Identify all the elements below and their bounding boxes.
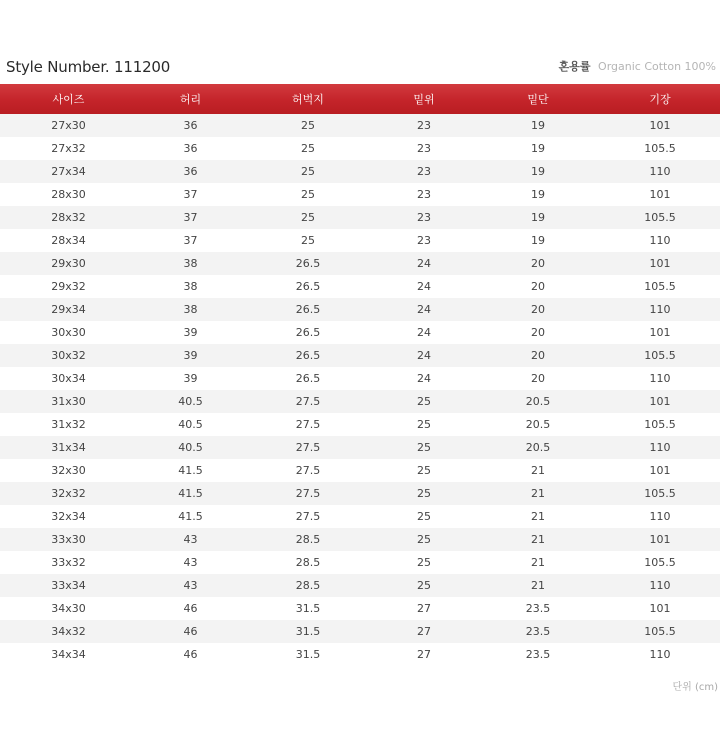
table-cell: 38	[183, 303, 198, 316]
table-cell: 31x34	[51, 441, 86, 454]
table-cell: 25	[417, 533, 431, 546]
table-cell: 20	[531, 257, 545, 270]
table-cell: 19	[531, 142, 545, 155]
table-cell: 19	[531, 119, 545, 132]
table-cell: 41.5	[178, 510, 203, 523]
table-header	[0, 84, 720, 114]
table-cell: 25	[301, 142, 315, 155]
table-cell: 21	[531, 556, 545, 569]
table-cell: 43	[183, 533, 198, 546]
table-cell: 23	[417, 188, 431, 201]
table-cell: 23	[417, 142, 431, 155]
table-cell: 34x32	[51, 625, 86, 638]
table-cell: 110	[649, 372, 671, 385]
table-cell: 110	[649, 165, 671, 178]
table-cell: 34x34	[51, 648, 86, 661]
table-cell: 46	[183, 602, 198, 615]
table-cell: 21	[531, 487, 545, 500]
header-cell-size: 사이즈	[52, 93, 85, 106]
material-composition	[559, 58, 716, 76]
table-cell: 39	[183, 372, 198, 385]
table-cell: 25	[301, 119, 315, 132]
table-cell: 34x30	[51, 602, 86, 615]
table-cell: 110	[649, 579, 671, 592]
style-number: Style Number. 111200	[6, 58, 171, 76]
table-cell: 39	[183, 349, 198, 362]
table-cell: 25	[417, 579, 431, 592]
table-cell: 46	[183, 625, 198, 638]
material-value: Organic Cotton 100%	[598, 60, 716, 73]
table-cell: 26.5	[295, 372, 321, 385]
table-cell: 40.5	[178, 441, 203, 454]
table-cell: 32x34	[51, 510, 86, 523]
table-cell: 28.5	[295, 533, 321, 546]
table-cell: 25	[417, 556, 431, 569]
table-cell: 20	[531, 372, 545, 385]
table-cell: 26.5	[295, 280, 321, 293]
table-cell: 28x32	[51, 211, 86, 224]
table-row	[0, 275, 720, 298]
table-cell: 101	[649, 119, 671, 132]
table-cell: 21	[531, 464, 545, 477]
table-cell: 31.5	[295, 648, 321, 661]
table-cell: 27.5	[295, 441, 321, 454]
table-cell: 29x30	[51, 257, 86, 270]
table-cell: 33x34	[51, 579, 86, 592]
table-cell: 25	[417, 418, 431, 431]
table-cell: 43	[183, 556, 198, 569]
table-cell: 20	[531, 280, 545, 293]
table-cell: 25	[417, 395, 431, 408]
table-cell: 110	[649, 441, 671, 454]
table-cell: 101	[649, 326, 671, 339]
table-cell: 25	[301, 234, 315, 247]
table-cell: 46	[183, 648, 198, 661]
table-cell: 105.5	[644, 487, 676, 500]
table-cell: 36	[183, 165, 198, 178]
table-cell: 23	[417, 119, 431, 132]
header-cell-length: 기장	[649, 93, 671, 106]
table-cell: 27x30	[51, 119, 86, 132]
table-cell: 23	[417, 234, 431, 247]
table-cell: 30x34	[51, 372, 86, 385]
table-cell: 38	[183, 257, 198, 270]
table-cell: 105.5	[644, 625, 676, 638]
table-cell: 19	[531, 188, 545, 201]
table-cell: 101	[649, 533, 671, 546]
page-header	[0, 56, 720, 78]
table-cell: 26.5	[295, 257, 321, 270]
table-cell: 24	[417, 326, 431, 339]
table-cell: 26.5	[295, 349, 321, 362]
table-row	[0, 459, 720, 482]
table-cell: 40.5	[178, 395, 203, 408]
table-row	[0, 206, 720, 229]
table-cell: 40.5	[178, 418, 203, 431]
header-cell-thigh: 허벅지	[292, 93, 324, 106]
table-cell: 25	[301, 211, 315, 224]
table-cell: 32x30	[51, 464, 86, 477]
table-cell: 24	[417, 257, 431, 270]
table-cell: 29x34	[51, 303, 86, 316]
table-cell: 23	[417, 211, 431, 224]
table-cell: 27.5	[295, 487, 321, 500]
table-row	[0, 482, 720, 505]
table-cell: 41.5	[178, 464, 203, 477]
table-row	[0, 436, 720, 459]
table-cell: 27.5	[295, 464, 321, 477]
table-cell: 20.5	[525, 395, 551, 408]
table-cell: 28.5	[295, 556, 321, 569]
table-cell: 20.5	[525, 418, 551, 431]
table-cell: 21	[531, 510, 545, 523]
table-cell: 105.5	[644, 556, 676, 569]
table-cell: 27	[417, 602, 431, 615]
table-row	[0, 620, 720, 643]
table-cell: 26.5	[295, 326, 321, 339]
table-cell: 101	[649, 395, 671, 408]
table-cell: 105.5	[644, 211, 676, 224]
table-row	[0, 367, 720, 390]
table-header-row	[0, 84, 720, 114]
table-cell: 21	[531, 533, 545, 546]
table-cell: 21	[531, 579, 545, 592]
table-row	[0, 528, 720, 551]
table-cell: 25	[301, 188, 315, 201]
table-cell: 27	[417, 648, 431, 661]
table-cell: 27.5	[295, 510, 321, 523]
table-cell: 105.5	[644, 142, 676, 155]
table-cell: 41.5	[178, 487, 203, 500]
table-row	[0, 551, 720, 574]
table-cell: 38	[183, 280, 198, 293]
table-cell: 29x32	[51, 280, 86, 293]
table-cell: 33x30	[51, 533, 86, 546]
table-cell: 23.5	[525, 625, 551, 638]
table-cell: 25	[417, 487, 431, 500]
table-cell: 31.5	[295, 625, 321, 638]
table-row	[0, 597, 720, 620]
table-cell: 23.5	[525, 602, 551, 615]
table-cell: 110	[649, 234, 671, 247]
table-cell: 110	[649, 648, 671, 661]
table-cell: 31x32	[51, 418, 86, 431]
table-row	[0, 413, 720, 436]
table-cell: 24	[417, 303, 431, 316]
table-cell: 30x30	[51, 326, 86, 339]
table-cell: 28x34	[51, 234, 86, 247]
table-cell: 26.5	[295, 303, 321, 316]
table-cell: 37	[183, 211, 198, 224]
table-row	[0, 574, 720, 597]
table-cell: 24	[417, 349, 431, 362]
table-cell: 25	[417, 464, 431, 477]
table-cell: 25	[417, 510, 431, 523]
table-row	[0, 114, 720, 137]
table-cell: 27x34	[51, 165, 86, 178]
table-cell: 101	[649, 188, 671, 201]
table-row	[0, 298, 720, 321]
table-cell: 110	[649, 510, 671, 523]
table-cell: 25	[417, 441, 431, 454]
table-cell: 20	[531, 303, 545, 316]
table-cell: 23	[417, 165, 431, 178]
table-cell: 27	[417, 625, 431, 638]
table-cell: 27.5	[295, 395, 321, 408]
table-cell: 25	[301, 165, 315, 178]
table-cell: 27x32	[51, 142, 86, 155]
table-cell: 101	[649, 464, 671, 477]
table-cell: 110	[649, 303, 671, 316]
table-cell: 19	[531, 211, 545, 224]
table-cell: 31x30	[51, 395, 86, 408]
table-row	[0, 321, 720, 344]
table-cell: 36	[183, 119, 198, 132]
table-cell: 30x32	[51, 349, 86, 362]
header-cell-hem: 밑단	[527, 93, 549, 106]
table-cell: 37	[183, 188, 198, 201]
table-cell: 105.5	[644, 349, 676, 362]
table-row	[0, 505, 720, 528]
table-cell: 28x30	[51, 188, 86, 201]
table-cell: 101	[649, 257, 671, 270]
table-cell: 24	[417, 280, 431, 293]
table-cell: 33x32	[51, 556, 86, 569]
table-cell: 43	[183, 579, 198, 592]
table-row	[0, 344, 720, 367]
table-row	[0, 229, 720, 252]
header-cell-rise: 밑위	[413, 93, 435, 106]
table-cell: 19	[531, 165, 545, 178]
table-cell: 28.5	[295, 579, 321, 592]
table-cell: 37	[183, 234, 198, 247]
table-row	[0, 137, 720, 160]
table-row	[0, 643, 720, 666]
header-cell-waist: 허리	[179, 93, 202, 106]
table-row	[0, 160, 720, 183]
table-cell: 101	[649, 602, 671, 615]
table-cell: 105.5	[644, 418, 676, 431]
table-cell: 32x32	[51, 487, 86, 500]
table-cell: 39	[183, 326, 198, 339]
table-row	[0, 252, 720, 275]
unit-note: 단위 (cm)	[672, 682, 718, 693]
table-cell: 19	[531, 234, 545, 247]
table-cell: 105.5	[644, 280, 676, 293]
table-body	[0, 114, 720, 666]
size-table	[0, 84, 720, 666]
table-cell: 20	[531, 326, 545, 339]
table-row	[0, 390, 720, 413]
table-cell: 20	[531, 349, 545, 362]
table-cell: 36	[183, 142, 198, 155]
table-cell: 20.5	[525, 441, 551, 454]
material-label: 혼용률	[558, 60, 591, 73]
table-cell: 23.5	[525, 648, 551, 661]
table-cell: 24	[417, 372, 431, 385]
table-cell: 31.5	[295, 602, 321, 615]
table-row	[0, 183, 720, 206]
table-cell: 27.5	[295, 418, 321, 431]
